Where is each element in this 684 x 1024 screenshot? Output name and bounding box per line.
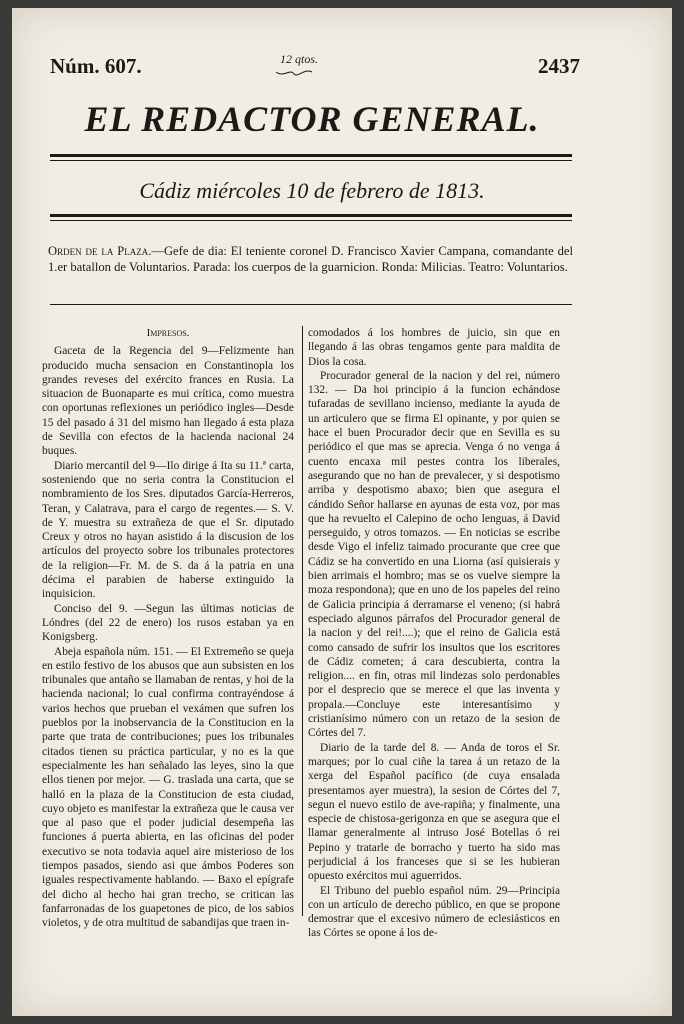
issue-number: Núm. 607.	[50, 54, 142, 78]
masthead-rule-thin	[50, 160, 572, 161]
article-paragraph: Diario mercantil del 9—Ilo dirige á Ita su 11.ª carta, sosteniendo que no seria contra la Constitucion el nombramiento de los Sres. diputados García-Herreros, Teran, y Calatrava, para el cargo de regentes.— S. V. de Y. muestra su extrañeza de que el Sr. diputado Creux y otros no hayan asistido á la discusion de los artículos del proyecto sobre los tribunales protectores de la religion—Fr. M. de S. da á la patria en una décima el parabien de haberse extinguido la inquisicion.	[42, 459, 294, 601]
masthead-title: EL REDACTOR GENERAL.	[84, 99, 540, 139]
article-paragraph: Abeja española núm. 151. — El Extremeño se queja en estilo festivo de los abusos que aun subsisten en los tribunales que antaño se llamaban de rentas, y hoi de la hacienda nacional; lo cual confirma contrayéndose á varios hechos que prueban el vexámen que sufren los pueblos por la inobservancia de la Constitucion en la parte que trata de contribuciones; pues los tribunales citados tienen su práctica particular, y no es la que especialmente les han señalado las leyes, sino la que ellos tienen por mejor. — G. traslada una carta, que se halló en la plaza de la Constitucion de esta ciudad, cuyo objeto es manifestar la extrañeza que le causa ver que al paso que el poder judicial desempeña las funciones á puerta abierta, en las oficinas del poder executivo se nota todavia aquel aire misterioso de los tiempos pasados, siendo asi que ámbos Poderes son iguales respectivamente hablando. — Baxo el epígrafe del dicho al hecho hai gran trecho, se critican las fanfarronadas de los guapetones de pico, de los sabios violetos, y de otra multitud de sabandijas que traen in-	[42, 645, 294, 930]
article-paragraph: Gaceta de la Regencia del 9—Felizmente han producido mucha sensacion en Constantinopla los grandes reveses del exército frances en Rusia. La situacion de Buonaparte es mui crítica, como muestra con oportunas reflexiones un periódico ingles—Desde 15 del pasado á 31 del mismo han llegado á esta plaza de Sevilla con efectos de la hacienda nacional 24 buques.	[42, 345, 294, 458]
right-column	[308, 326, 560, 941]
dateline-rule-thin	[50, 220, 572, 221]
left-column	[42, 326, 294, 930]
article-paragraph: El Tribuno del pueblo español núm. 29—Principia con un artículo de derecho público, en que se propone demostrar que el excesivo número de eclesiásticos en las Córtes se opone á los de-	[308, 884, 560, 940]
orden-de-la-plaza	[48, 244, 573, 275]
page-number: 2437	[538, 54, 580, 78]
column-divider	[302, 326, 303, 916]
dateline-rule-thick	[50, 214, 572, 217]
masthead-rule-thick	[50, 154, 572, 157]
orden-text: —Gefe de dia: El teniente coronel D. Francisco Xavier Campana, comandante del 1.er batallon de Voluntarios. Parada: los cuerpos de la guarnicion. Ronda: Milicias. Teatro: Voluntarios.	[48, 244, 573, 274]
flourish-icon	[274, 68, 314, 78]
handwritten-note: 12 qtos.	[280, 52, 319, 66]
article-paragraph: comodados á los hombres de juicio, sin que en llegando á las obras tengamos gente para maldita de Dios la cosa.	[308, 327, 560, 368]
article-paragraph: Diario de la tarde del 8. — Anda de toros el Sr. marques; por lo cual ciñe la tarea á un retazo de la xerga del Español pacífico (de cuya ensalada presentamos ayer muestra), la sesion de Córtes del 7, segun el nuevo estilo de ave-rapiña; y finalmente, una especie de chistosa-gerigonza en que se asegura que el llamar generalmente al intruso José Botellas ó rei Pepino y tratarle de borracho y tuerto ha sido mas perjudicial á los franceses que si se les hubieran opuesto exércitos mui aguerridos.	[308, 741, 560, 883]
article-paragraph: Conciso del 9. —Segun las últimas noticias de Lóndres (del 22 de enero) los rusos estaban ya en Konigsberg.	[42, 602, 294, 644]
dateline: Cádiz miércoles 10 de febrero de 1813.	[139, 178, 485, 203]
section-heading: Impresos.	[146, 327, 190, 339]
orden-label: Orden de la Plaza.	[48, 244, 152, 258]
newspaper-page	[12, 8, 672, 1016]
article-paragraph: Procurador general de la nacion y del rei, número 132. — Da hoi principio á la funcion echándose tufaradas de sevillano incienso, mediante la ayuda de un articulero que se firma El opinante, y por quien se hace el buen Procurador decir que en Sevilla es su periódico el que mas se aprecia. Venga ó no venga á cuento encaxa mil pestes contra los liberales, asegurando que no han de prevalecer, y si despotismo arriba y despotismo abaxo; bien que asegura el cándido Señor hallarse en ayunas de esta voz, por mas que ha revuelto el Calepino de ocho lenguas, á David perseguido, y otros tomazos. — En noticias se escribe desde Vigo el infeliz taimado procurante que cree que Cádiz se ha convertido en una Liorna (así quisierais y bien arrimais el hombro; mas se os vuelve siempre la moza respondona); que en uno de los papeles del reino de Galicia principia á derramarse el veneno; (si habrá especiado algunos párrafos del Procurador general de la nacion y del rei!....); que el reino de Galicia está como cansado de sufrir los insultos que los escritores de Cádiz cometen; á cara descubierta, contra la religion.... en fin, otras mil lindezas solo perdonables por el desprecio que se merece el que las inventa y propala.—Concluye este interesantísimo y cristianísimo número con un retazo de la sesion de Córtes del 7.	[308, 369, 560, 740]
section-rule	[50, 304, 572, 305]
